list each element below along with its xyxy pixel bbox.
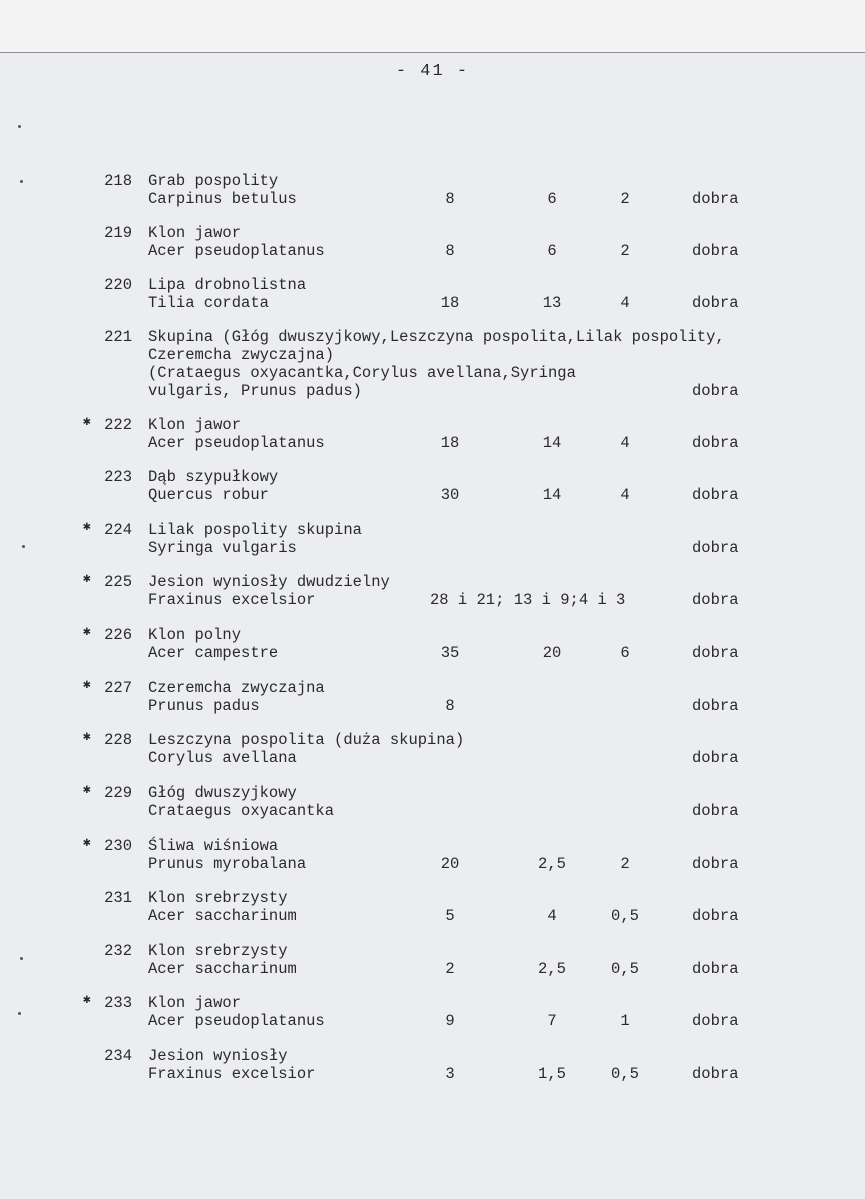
species-name-line: Tilia cordata [148,294,269,312]
condition-value: dobra [692,907,739,925]
entry-number: 228 [104,731,132,749]
condition-value: dobra [692,1065,739,1083]
species-name-line: Prunus padus [148,697,260,715]
species-name-line: Corylus avellana [148,749,297,767]
species-names [148,573,390,609]
species-name-line: Lilak pospolity skupina [148,521,362,539]
entry-number: 234 [104,1047,132,1065]
species-names [148,276,306,312]
page-number: - 41 - [395,62,470,81]
species-name-line: Acer saccharinum [148,960,297,978]
height-value: 9 [445,1012,455,1030]
condition-value: dobra [692,434,739,452]
height-value: 3 [445,1065,455,1083]
condition-value: dobra [692,960,739,978]
crown-value: 4 [620,434,630,452]
species-name-line: Jesion wyniosły [148,1047,288,1065]
species-names [148,521,362,557]
species-name-line: Fraxinus excelsior [148,591,316,609]
protected-mark: ✱ [83,519,91,534]
species-name-line: Głóg dwuszyjkowy [148,784,297,802]
condition-value: dobra [692,1012,739,1030]
species-names [148,994,325,1030]
crown-value: 4 [620,486,630,504]
entry-number: 224 [104,521,132,539]
condition-value: dobra [692,382,739,400]
paper-speck [22,545,25,548]
protected-mark: ✱ [83,571,91,586]
diameter-value: 4 [547,907,557,925]
species-name-line: Acer campestre [148,644,279,662]
protected-mark: ✱ [83,782,91,797]
species-name-line: Leszczyna pospolita (duża skupina) [148,731,465,749]
species-names [148,1047,315,1083]
species-name-line: Śliwa wiśniowa [148,837,279,855]
species-names [148,679,325,715]
species-name-line: Syringa vulgaris [148,539,297,557]
species-names [148,172,297,208]
diameter-value: 7 [547,1012,557,1030]
entry-number: 223 [104,468,132,486]
species-name-line: Acer pseudoplatanus [148,242,325,260]
crown-value: 0,5 [611,960,639,978]
paper-speck [20,957,23,960]
species-name-line: Acer pseudoplatanus [148,434,325,452]
paper-speck [18,125,21,128]
species-name-line: Czeremcha zwyczajna) [148,346,335,364]
diameter-value: 14 [542,434,562,452]
species-name-line: Carpinus betulus [148,190,297,208]
height-value: 8 [445,697,455,715]
species-name-line: Fraxinus excelsior [148,1065,316,1083]
species-name-line: Klon jawor [148,416,242,434]
diameter-value: 2,5 [538,855,566,873]
species-names [148,468,278,504]
crown-value: 1 [620,1012,630,1030]
entry-number: 219 [104,224,132,242]
condition-value: dobra [692,591,739,609]
species-names [148,626,278,662]
height-value: 5 [445,907,455,925]
species-name-line: Prunus myrobalana [148,855,307,873]
species-name-line: Klon jawor [148,994,242,1012]
height-value: 18 [440,434,460,452]
condition-value: dobra [692,802,739,820]
entry-number: 227 [104,679,132,697]
species-names [148,889,297,925]
height-value: 8 [445,190,455,208]
height-value: 18 [440,294,460,312]
entry-number: 233 [104,994,132,1012]
paper-speck [20,180,23,183]
species-name-line: Skupina (Głóg dwuszyjkowy,Leszczyna pospolita,Lilak pospolity, [148,328,725,346]
height-value: 2 [445,960,455,978]
crown-value: 0,5 [611,1065,639,1083]
entry-number: 230 [104,837,132,855]
species-names [148,837,306,873]
species-name-line: Klon srebrzysty [148,942,288,960]
diameter-value: 20 [542,644,562,662]
condition-value: dobra [692,242,739,260]
species-name-line: Grab pospolity [148,172,279,190]
condition-value: dobra [692,190,739,208]
crown-value: 0,5 [611,907,639,925]
species-names [148,784,334,820]
entry-number: 220 [104,276,132,294]
species-names [148,416,325,452]
protected-mark: ✱ [83,677,91,692]
condition-value: dobra [692,644,739,662]
species-name-line: Dąb szypułkowy [148,468,279,486]
protected-mark: ✱ [83,414,91,429]
page-top-edge [0,0,865,53]
protected-mark: ✱ [83,729,91,744]
diameter-value: 6 [547,190,557,208]
entry-number: 232 [104,942,132,960]
species-names [148,942,297,978]
condition-value: dobra [692,294,739,312]
diameter-value: 6 [547,242,557,260]
height-value: 35 [440,644,460,662]
height-value: 8 [445,242,455,260]
crown-value: 2 [620,190,630,208]
entry-number: 231 [104,889,132,907]
crown-value: 2 [620,242,630,260]
crown-value: 2 [620,855,630,873]
entry-number: 225 [104,573,132,591]
diameter-value: 14 [542,486,562,504]
diameter-value: 1,5 [538,1065,566,1083]
protected-mark: ✱ [83,624,91,639]
species-name-line: (Crataegus oxyacantka,Corylus avellana,Syringa [148,364,576,382]
species-name-line: Crataegus oxyacantka [148,802,335,820]
species-name-line: Klon srebrzysty [148,889,288,907]
entry-number: 222 [104,416,132,434]
height-value: 20 [440,855,460,873]
species-name-line: Klon polny [148,626,242,644]
condition-value: dobra [692,486,739,504]
condition-value: dobra [692,749,739,767]
condition-value: dobra [692,855,739,873]
condition-value: dobra [692,697,739,715]
diameter-value: 2,5 [538,960,566,978]
species-name-line: Acer pseudoplatanus [148,1012,325,1030]
paper-speck [18,1012,21,1015]
entry-number: 226 [104,626,132,644]
species-name-line: Lipa drobnolistna [148,276,307,294]
species-names [148,731,464,767]
protected-mark: ✱ [83,835,91,850]
entry-number: 229 [104,784,132,802]
combined-measurements: 28 i 21; 13 i 9;4 i 3 [430,591,626,609]
species-name-line: Klon jawor [148,224,242,242]
species-name-line: vulgaris, Prunus padus) [148,382,362,400]
species-name-line: Jesion wyniosły dwudzielny [148,573,390,591]
entry-number: 221 [104,328,132,346]
diameter-value: 13 [542,294,562,312]
species-names [148,328,725,400]
condition-value: dobra [692,539,739,557]
species-names [148,224,325,260]
crown-value: 6 [620,644,630,662]
protected-mark: ✱ [83,992,91,1007]
species-name-line: Czeremcha zwyczajna [148,679,325,697]
height-value: 30 [440,486,460,504]
entry-number: 218 [104,172,132,190]
crown-value: 4 [620,294,630,312]
species-name-line: Quercus robur [148,486,269,504]
species-name-line: Acer saccharinum [148,907,297,925]
